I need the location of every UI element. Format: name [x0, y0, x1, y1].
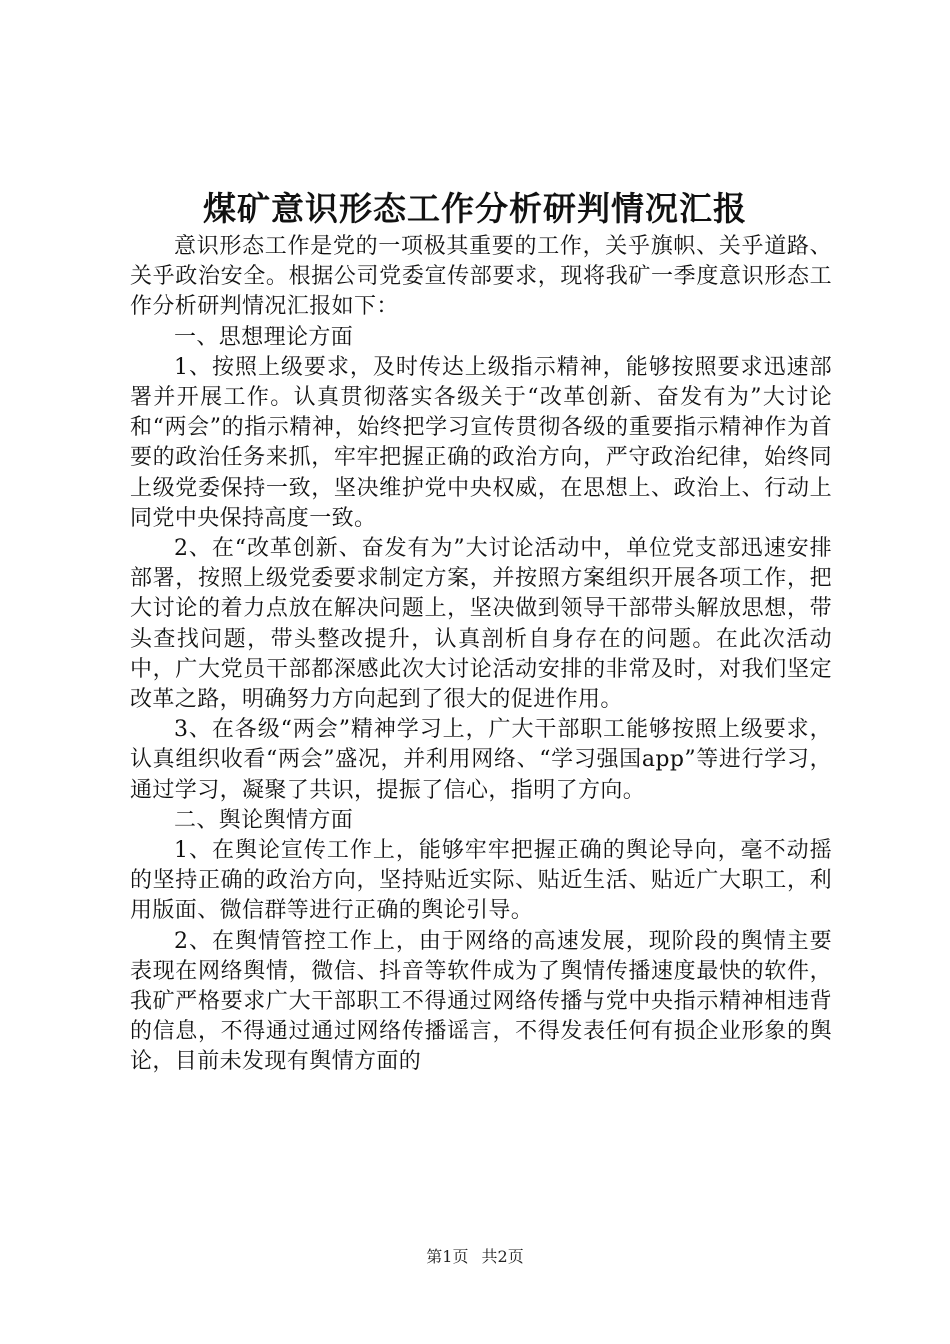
- page-number: 第1页: [426, 1247, 469, 1266]
- opinion-item-1: 1、在舆论宣传工作上，能够牢牢把握正确的舆论导向，毫不动摇的坚持正确的政治方向，坚持贴近实际、贴近生活、贴近广大职工，利用版面、微信群等进行正确的舆论引导。: [130, 838, 832, 924]
- ideology-item-3: 3、在各级“两会”精神学习上，广大干部职工能够按照上级要求，认真组织收看“两会”盛况，并利用网络、“学习强国app”等进行学习，通过学习，凝聚了共识，提振了信心，指明了方向。: [130, 717, 832, 803]
- ideology-item-2: 2、在“改革创新、奋发有为”大讨论活动中，单位党支部迅速安排部署，按照上级党委要求制定方案，并按照方案组织开展各项工作，把大讨论的着力点放在解决问题上，坚决做到领导干部带头解放思想，带头查找问题，带头整改提升，认真剖析自身存在的问题。在此次活动中，广大党员干部都深感此次大讨论活动安排的非常及时，对我们坚定改革之路，明确努力方向起到了很大的促进作用。: [130, 536, 832, 713]
- page-total: 共2页: [481, 1247, 524, 1266]
- document-body: [130, 232, 832, 1078]
- intro-paragraph: 意识形态工作是党的一项极其重要的工作，关乎旗帜、关乎道路、关乎政治安全。根据公司党委宣传部要求，现将我矿一季度意识形态工作分析研判情况汇报如下：: [130, 234, 832, 320]
- section-heading-ideology: 一、思想理论方面: [174, 324, 354, 350]
- opinion-item-2: 2、在舆情管控工作上，由于网络的高速发展，现阶段的舆情主要表现在网络舆情，微信、抖音等软件成为了舆情传播速度最快的软件，我矿严格要求广大干部职工不得通过网络传播与党中央指示精神相违背的信息，不得通过通过网络传播谣言，不得发表任何有损企业形象的舆论，目前未发现有舆情方面的: [130, 928, 832, 1075]
- page-footer: [0, 1246, 950, 1268]
- ideology-item-1: 1、按照上级要求，及时传达上级指示精神，能够按照要求迅速部署并开展工作。认真贯彻落实各级关于“改革创新、奋发有为”大讨论和“两会”的指示精神，始终把学习宣传贯彻各级的重要指示精神作为首要的政治任务来抓，牢牢把握正确的政治方向，严守政治纪律，始终同上级党委保持一致，坚决维护党中央权威，在思想上、政治上、行动上同党中央保持高度一致。: [130, 354, 832, 531]
- section-heading-public-opinion: 二、舆论舆情方面: [174, 807, 354, 833]
- document-title: 煤矿意识形态工作分析研判情况汇报: [203, 189, 747, 228]
